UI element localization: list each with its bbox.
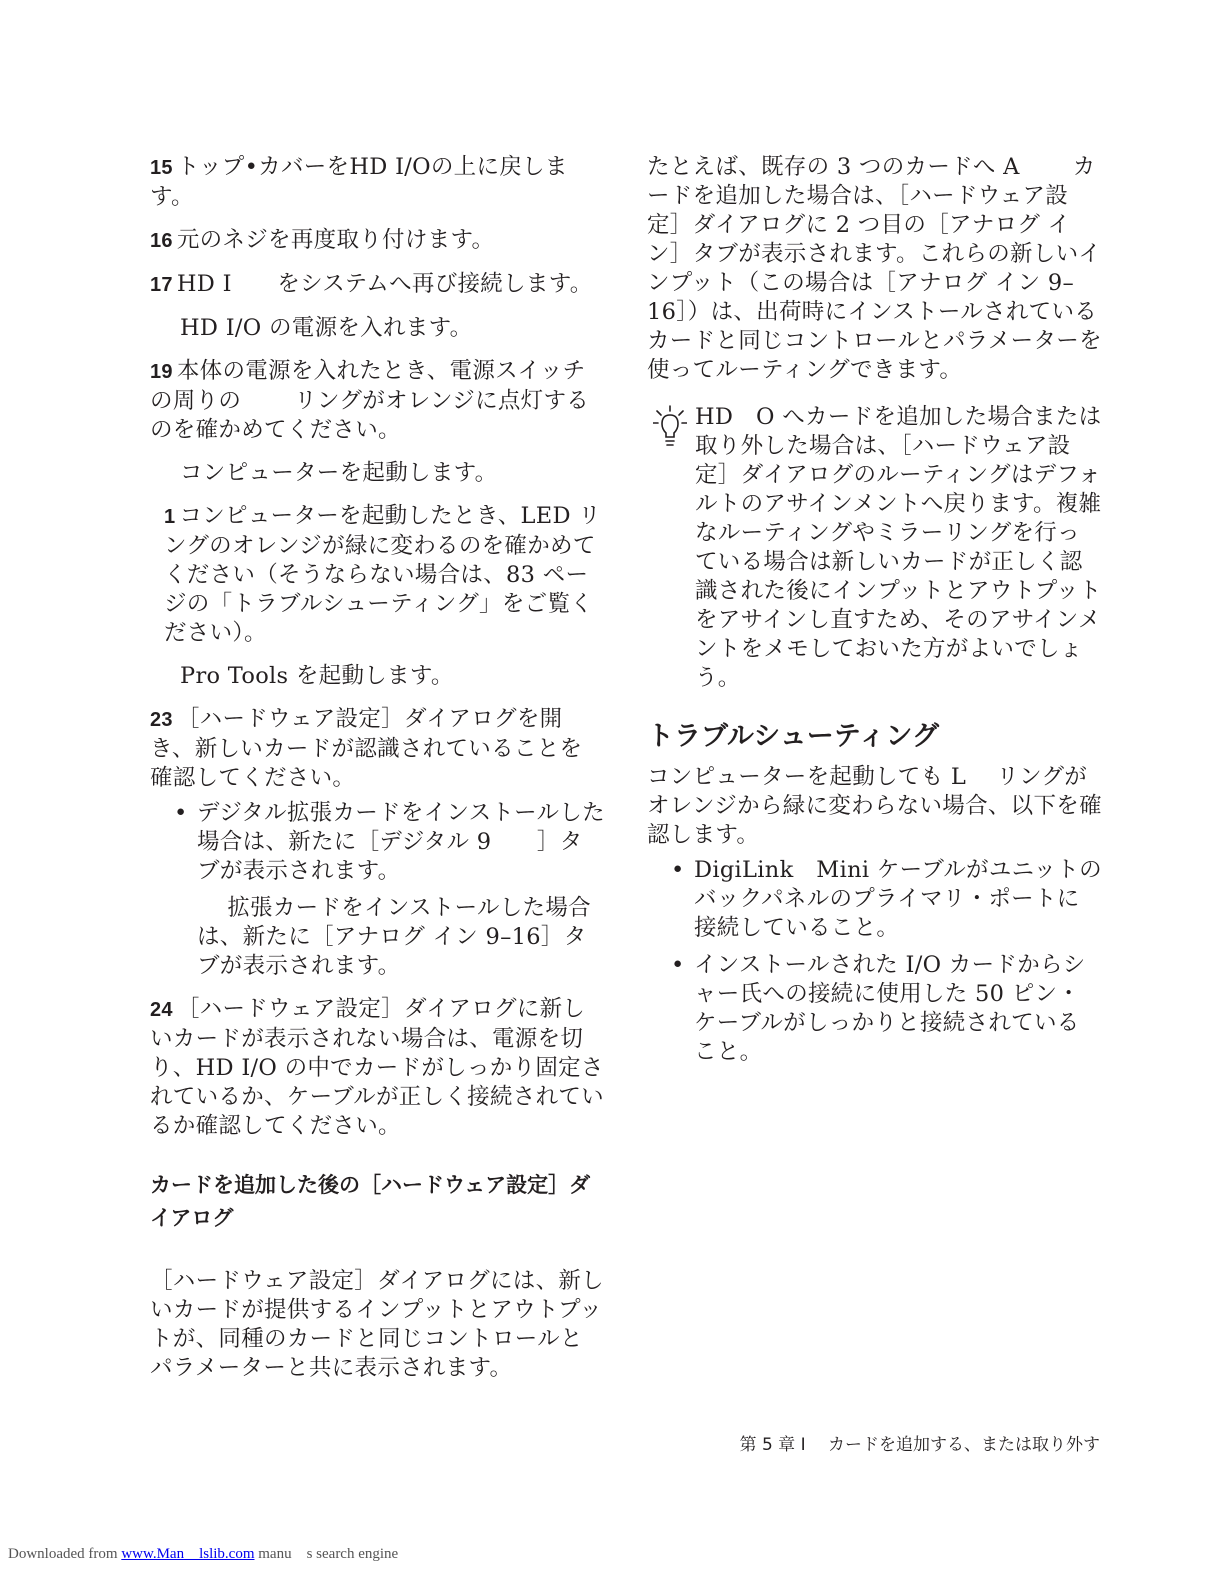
bullet-dot: •: [671, 857, 685, 883]
list-item: • デジタル拡張カードをインストールした場合は、新たに［デジタル 9 ］タブが表示されます。: [174, 800, 605, 884]
download-notice: Downloaded from www.Man lslib.com manu s search engine: [8, 1546, 399, 1562]
left-column: [150, 153, 605, 1383]
source-link[interactable]: www.Man lslib.com: [121, 1546, 255, 1562]
step-18: HD I/O の電源を入れます。: [180, 315, 473, 341]
step-21: 1 コンピューターを起動したとき、LED リングのオレンジが緑に変わるのを確かめてください（そうならない場合は、83 ページの「トラブルシューティング」をご覧ください）。: [164, 503, 602, 646]
step-22: Pro Tools を起動します。: [180, 663, 454, 689]
tip-note: HD O へカードを追加した場合または取り外した場合は、［ハードウェア設定］ダイアログのルーティングはデフォルトのアサインメントへ戻ります。複雑なルーティングやミラーリングを行っている場合は新しいカードが正しく認識された後にインプットとアウトプットをアサインし直すため、そのアサインメントをメモしておいた方がよいでしょう。: [647, 403, 1102, 693]
step-17: 17 HD I をシステムへ再び接続します。: [150, 271, 593, 297]
list-item: • DigiLink Mini ケーブルがユニットのバックパネルのプライマリ・ポートに接続していること。: [671, 857, 1102, 941]
page-footer: 第 5 章 I カードを追加する、または取り外す: [739, 1435, 1100, 1455]
body-paragraph: ［ハードウェア設定］ダイアログには、新しいカードが提供するインプットとアウトプットが、同種のカードと同じコントロールとパラメーターと共に表示されます。: [150, 1268, 604, 1381]
step-20: コンピューターを起動します。: [180, 460, 498, 486]
right-column: [647, 153, 1102, 1075]
list-item: • インストールされた I/O カードからシャー氏への接続に使用した 50 ピン・ケーブルがしっかりと接続されていること。: [671, 952, 1086, 1065]
lightbulb-icon: [653, 405, 687, 449]
bullet-dot: •: [174, 800, 188, 826]
list-item: 拡張カードをインストールした場合は、新たに［アナログ イン 9–16］タブが表示されます。: [197, 895, 591, 979]
step-23: 23 ［ハードウェア設定］ダイアログを開き、新しいカードが認識されていることを確認してください。: [150, 706, 583, 791]
body-paragraph: コンピューターを起動しても L リングがオレンジから緑に変わらない場合、以下を確認します。: [647, 764, 1102, 848]
section-heading: カードを追加した後の［ハードウェア設定］ダイアログ: [150, 1173, 591, 1230]
step-19: 19 本体の電源を入れたとき、電源スイッチの周りの リングがオレンジに点灯するのを確かめてください。: [150, 358, 590, 443]
body-paragraph: たとえば、既存の 3 つのカードへ A カードを追加した場合は、［ハードウェア設定］ダイアログに 2 つ目の［アナログ イン］タブが表示されます。これらの新しいインプット（この場合は［アナログ イン 9–16］）は、出荷時にインストールされているカードと同じコントロールとパラメーターを使ってルーティングできます。: [647, 154, 1102, 383]
bullet-dot: •: [671, 952, 685, 978]
step-24: 24 ［ハードウェア設定］ダイアログに新しいカードが表示されない場合は、電源を切り、HD I/O の中でカードがしっかり固定されているか、ケーブルが正しく接続されているか確認してください。: [150, 996, 604, 1139]
step-15: 15 トップ•カバーをHD I/Oの上に戻します。: [150, 154, 568, 210]
step-16: 16 元のネジを再度取り付けます。: [150, 227, 495, 253]
section-heading: トラブルシューティング: [647, 721, 940, 752]
